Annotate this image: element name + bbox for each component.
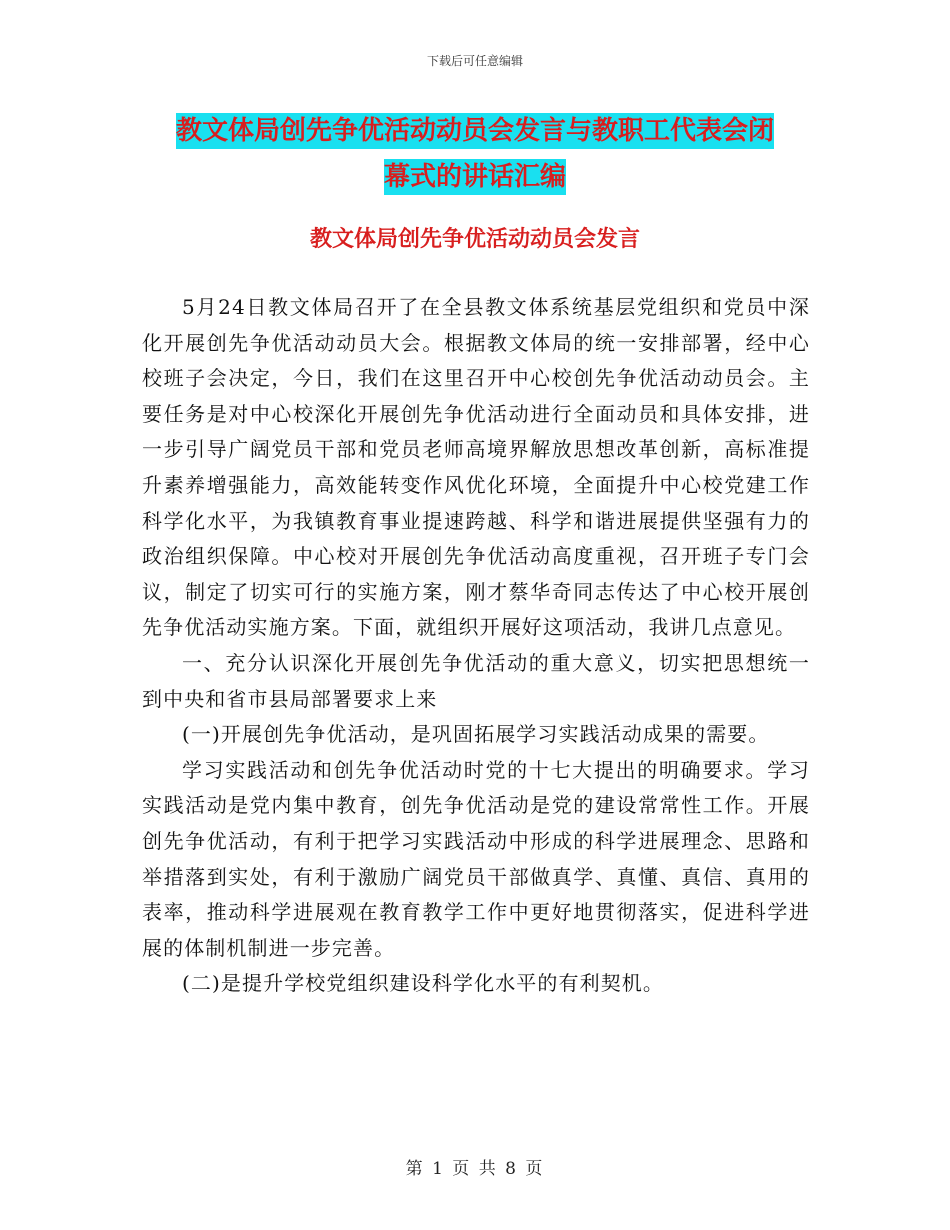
title-line-1: 教文体局创先争优活动动员会发言与教职工代表会闭 xyxy=(176,113,774,149)
paragraph: 一、充分认识深化开展创先争优活动的重大意义，切实把思想统一到中央和省市县局部署要求上来 xyxy=(142,650,810,711)
header-note: 下载后可任意编辑 xyxy=(426,54,523,68)
paragraph: (二)是提升学校党组织建设科学化水平的有利契机。 xyxy=(182,971,665,996)
section-title: 教文体局创先争优活动动员会发言 xyxy=(309,227,640,252)
paragraph: (一)开展创先争优活动，是巩固拓展学习实践活动成果的需要。 xyxy=(182,722,770,747)
page-footer: 第 1 页 共 8 页 xyxy=(405,1159,545,1179)
paragraph: 5月24日教文体局召开了在全县教文体系统基层党组织和党员中深化开展创先争优活动动员大会。根据教文体局的统一安排部署，经中心校班子会决定，今日，我们在这里召开中心校创先争优活动动员会。主要任务是对中心校深化开展创先争优活动进行全面动员和具体安排，进一步引导广阔党员干部和党员老师高境界解放思想改革创新，高标准提升素养增强能力，高效能转变作风优化环境，全面提升中心校党建工作科学化水平，为我镇教育事业提速跨越、科学和谐进展提供坚强有力的政治组织保障。中心校对开展创先争优活动高度重视，召开班子专门会议，制定了切实可行的实施方案，刚才蔡华奇同志传达了中心校开展创先争优活动实施方案。下面，就组织开展好这项活动，我讲几点意见。 xyxy=(142,295,810,640)
title-line-2: 幕式的讲话汇编 xyxy=(384,159,566,195)
document-title xyxy=(140,108,810,200)
body-text xyxy=(142,290,810,1002)
paragraph: 学习实践活动和创先争优活动时党的十七大提出的明确要求。学习实践活动是党内集中教育，创先争优活动是党的建设常常性工作。开展创先争优活动，有利于把学习实践活动中形成的科学进展理念、思路和举措落到实处，有利于激励广阔党员干部做真学、真懂、真信、真用的表率，推动科学进展观在教育教学工作中更好地贯彻落实，促进科学进展的体制机制进一步完善。 xyxy=(142,757,810,960)
